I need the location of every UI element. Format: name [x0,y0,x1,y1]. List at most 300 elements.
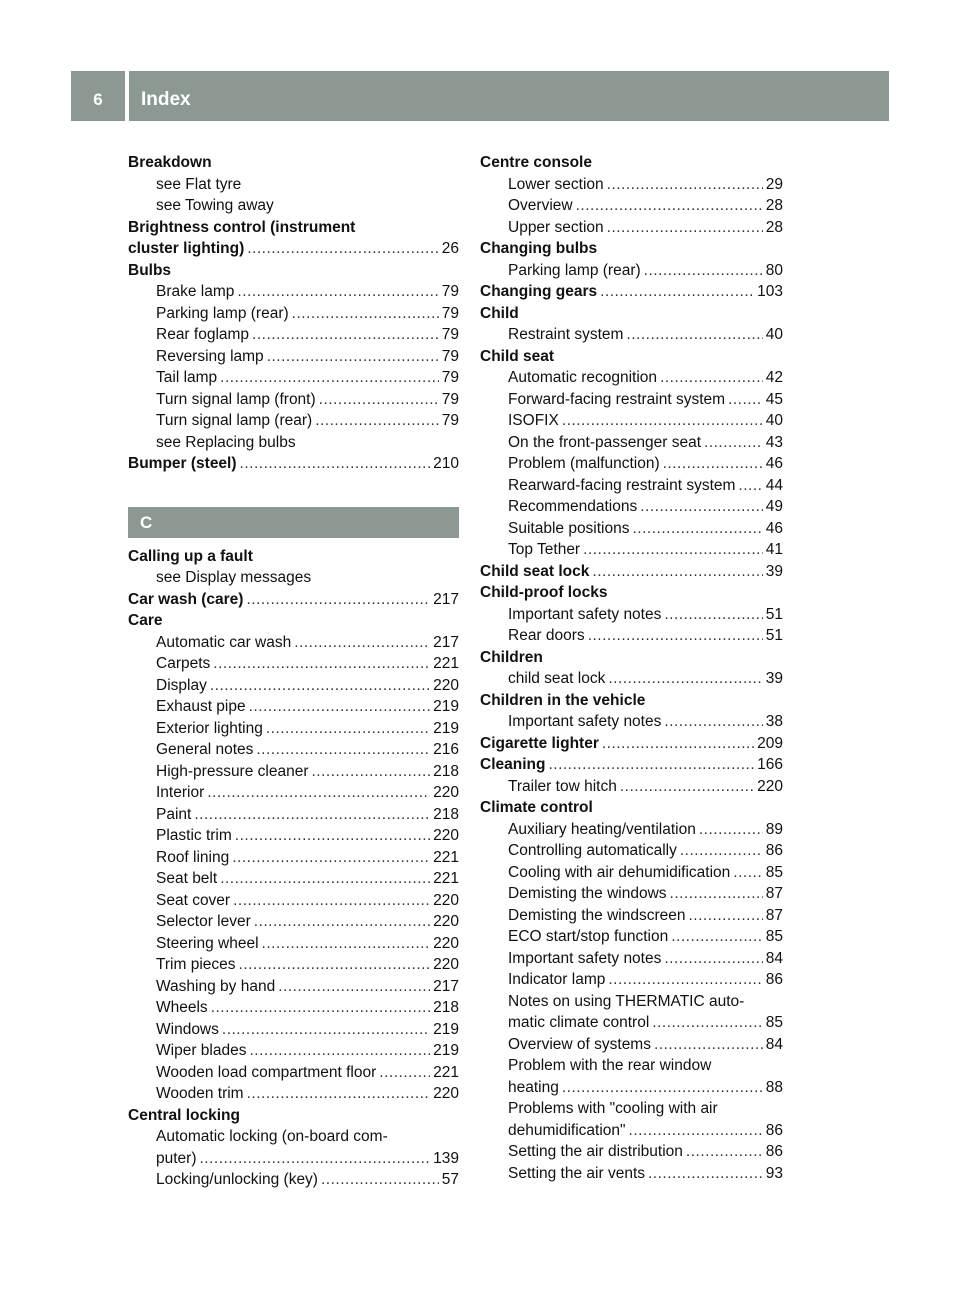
index-subentry [480,862,783,884]
dot-leader [312,761,431,783]
index-entry [480,238,783,260]
entry-text: Changing gears [480,283,598,300]
page-reference: 84 [765,949,783,967]
dot-leader [592,561,762,583]
entry-text: child seat lock [508,670,606,687]
entry-text: see Display messages [156,569,312,586]
page-reference: 218 [433,999,459,1016]
dot-leader [562,410,763,432]
entry-text: Automatic locking (on-board com- [156,1128,388,1145]
dot-leader [664,711,762,733]
dot-leader [660,367,763,389]
index-subentry [128,1126,459,1148]
index-subentry [128,675,459,697]
page-reference: 218 [433,805,459,823]
dot-leader [548,754,754,776]
page-reference: 87 [765,885,783,902]
dot-leader [738,475,762,497]
page-reference: 44 [765,476,783,494]
entry-text: Trailer tow hitch [508,777,617,795]
entry-text: Notes on using THERMATIC auto- [508,992,745,1010]
entry-text: General notes [156,741,254,758]
index-subentry [128,782,459,804]
index-entry [128,546,459,568]
page-reference: 88 [765,1078,783,1096]
page-reference: 86 [765,971,783,988]
page-reference: 43 [765,433,783,451]
page-reference: 79 [441,369,459,386]
entry-text: Recommendations [508,498,638,515]
page-reference: 220 [433,891,459,909]
dot-leader [319,389,439,411]
index-subentry [480,367,783,389]
page-reference: 86 [765,1143,783,1160]
page-reference: 79 [441,412,459,429]
entry-text: ISOFIX [508,412,559,429]
page-reference: 221 [433,848,459,866]
page-reference: 39 [765,670,783,687]
index-subentry [480,1120,783,1142]
index-subentry [128,174,459,196]
dot-leader [629,1120,763,1142]
index-subentry [480,840,783,862]
dot-leader [663,453,763,475]
dot-leader [200,1148,431,1170]
index-subentry [480,1141,783,1163]
entry-text: Controlling automatically [508,842,677,859]
index-subentry [128,567,459,589]
entry-text: see Towing away [156,197,274,214]
dot-leader [602,733,754,755]
dot-leader [640,496,763,518]
index-entry [128,260,459,282]
entry-text: Washing by hand [156,977,276,995]
entry-text: Lower section [508,175,604,193]
dot-leader [249,696,431,718]
page-reference: 220 [433,913,459,930]
page-reference: 217 [433,633,459,651]
page-reference: 39 [765,562,783,580]
index-subentry [128,997,459,1019]
page-reference: 216 [433,741,459,758]
entry-text: cluster lighting) [128,240,245,257]
page-reference: 139 [433,1149,459,1167]
index-subentry [128,324,459,346]
index-entry [128,152,459,174]
page-reference: 26 [441,240,459,257]
index-subentry [128,632,459,654]
entry-text: Calling up a fault [128,547,253,565]
index-subentry [480,324,783,346]
page-reference: 210 [433,455,459,472]
dot-leader [210,675,430,697]
index-subentry [128,954,459,976]
dot-leader [321,1169,439,1191]
page-reference: 46 [765,455,783,472]
index-subentry [480,174,783,196]
entry-text: see Flat tyre [156,175,242,193]
dot-leader [733,862,762,884]
index-subentry [128,1019,459,1041]
entry-text: Changing bulbs [480,240,598,257]
dot-leader [213,653,430,675]
entry-text: Carpets [156,655,211,672]
index-subentry [128,389,459,411]
page-header [71,71,889,121]
entry-text: Important safety notes [508,949,662,967]
index-subentry [480,539,783,561]
page-reference: 218 [433,762,459,780]
dot-leader [292,303,439,325]
dot-leader [379,1062,430,1084]
index-subentry [480,1163,783,1185]
page-reference: 41 [765,541,783,558]
index-subentry [480,1055,783,1077]
entry-text: Overview of systems [508,1035,651,1053]
index-subentry [480,1034,783,1056]
dot-leader [664,604,762,626]
index-subentry [480,776,783,798]
entry-text: Auxiliary heating/ventilation [508,820,696,838]
entry-text: Centre console [480,154,592,171]
entry-text: Upper section [508,218,604,236]
index-subentry [128,696,459,718]
index-subentry [480,453,783,475]
index-subentry [128,1169,459,1191]
dot-leader [576,195,763,217]
entry-text: High-pressure cleaner [156,762,309,780]
index-subentry [128,911,459,933]
dot-leader [664,948,762,970]
page-reference: 51 [765,627,783,644]
page-reference: 89 [765,820,783,838]
dot-leader [222,1019,430,1041]
page-reference: 86 [765,842,783,859]
page-reference: 28 [765,218,783,236]
index-subentry [128,432,459,454]
page-reference: 49 [765,498,783,515]
index-subentry [128,761,459,783]
index-entry [480,690,783,712]
dot-leader [607,217,763,239]
dot-leader [620,776,754,798]
page-reference: 85 [765,928,783,945]
page-reference: 85 [765,863,783,881]
entry-text: Exhaust pipe [156,698,246,715]
entry-text: ECO start/stop function [508,928,669,945]
index-subentry [128,1040,459,1062]
index-subentry [128,1148,459,1170]
entry-text: Roof lining [156,848,230,866]
index-subentry [480,969,783,991]
dot-leader [247,1083,431,1105]
dot-leader [220,868,430,890]
index-subentry [128,804,459,826]
index-subentry [128,195,459,217]
entry-text: Children [480,648,543,666]
entry-text: Plastic trim [156,827,232,844]
page-reference: 220 [433,827,459,844]
page-reference: 166 [757,756,783,773]
dot-leader [266,718,430,740]
page-reference: 80 [765,261,783,279]
entry-text: Important safety notes [508,605,662,623]
index-subentry [480,711,783,733]
entry-text: Wooden load compartment floor [156,1063,377,1081]
dot-leader [247,238,439,260]
entry-text: Rearward-facing restraint system [508,476,736,494]
page-reference: 38 [765,713,783,730]
dot-leader [294,632,430,654]
dot-leader [608,668,762,690]
index-subentry [480,496,783,518]
page-reference: 220 [433,934,459,952]
entry-text: Cooling with air dehumidification [508,863,731,881]
dot-leader [249,1040,430,1062]
entry-text: Selector lever [156,913,251,930]
index-subentry [480,883,783,905]
index-subentry [128,281,459,303]
dot-leader [583,539,763,561]
index-entry [128,610,459,632]
index-subentry [128,367,459,389]
entry-text: Paint [156,805,192,823]
index-entry [480,561,783,583]
entry-text: Automatic recognition [508,369,658,386]
entry-text: matic climate control [508,1014,650,1031]
entry-text: Breakdown [128,154,212,171]
page-reference: 46 [765,519,783,537]
page-reference: 57 [441,1171,459,1188]
index-subentry [480,389,783,411]
entry-text: Overview [508,197,573,214]
index-subentry [128,1062,459,1084]
entry-text: Demisting the windows [508,885,667,902]
index-subentry [128,868,459,890]
page-reference: 221 [433,1063,459,1081]
index-subentry [480,991,783,1013]
page-reference: 221 [433,655,459,672]
index-subentry [128,346,459,368]
index-subentry [480,432,783,454]
entry-text: Suitable positions [508,519,630,537]
dot-leader [262,933,431,955]
entry-text: Important safety notes [508,713,662,730]
index-entry [480,797,783,819]
entry-text: Steering wheel [156,934,259,952]
dot-leader [267,346,439,368]
index-subentry [128,718,459,740]
page-title: Index [141,89,191,110]
entry-text: Problem with the rear window [508,1057,712,1074]
index-subentry [128,847,459,869]
dot-leader [686,1141,763,1163]
page-reference: 85 [765,1014,783,1031]
index-entry [128,217,459,239]
index-subentry [480,475,783,497]
entry-text: Wooden trim [156,1085,244,1102]
entry-text: heating [508,1078,559,1096]
index-subentry [480,1077,783,1099]
entry-text: Cleaning [480,756,546,773]
index-subentry [480,926,783,948]
index-subentry [480,1012,783,1034]
index-subentry [128,653,459,675]
entry-text: Rear foglamp [156,326,250,343]
entry-text: Car wash (care) [128,590,244,608]
entry-text: Rear doors [508,627,585,644]
dot-leader [608,969,762,991]
entry-text: Restraint system [508,326,624,343]
entry-text: On the front-passenger seat [508,433,702,451]
index-subentry [480,819,783,841]
entry-text: Indicator lamp [508,971,606,988]
page-reference: 51 [765,605,783,623]
entry-text: Turn signal lamp (front) [156,390,316,408]
index-entry [480,303,783,325]
page-reference: 103 [757,283,783,300]
entry-text: Reversing lamp [156,347,264,365]
entry-text: Climate control [480,799,593,816]
page-number: 6 [93,90,103,109]
page-reference: 220 [433,676,459,694]
index-entry [128,238,459,260]
dot-leader [278,976,430,998]
dot-leader [652,1012,762,1034]
entry-text: puter) [156,1149,197,1167]
dot-leader [246,589,430,611]
dot-leader [233,890,430,912]
page-reference: 79 [441,390,459,408]
dot-leader [588,625,763,647]
entry-text: Central locking [128,1106,240,1124]
dot-leader [654,1034,763,1056]
index-subentry [128,890,459,912]
index-subentry [480,217,783,239]
page-reference: 219 [433,1042,459,1059]
page-reference: 220 [433,956,459,973]
dot-leader [239,954,431,976]
index-entry [480,647,783,669]
dot-leader [688,905,762,927]
page-reference: 220 [433,784,459,801]
index-entry [480,152,783,174]
page-reference: 209 [757,734,783,752]
entry-text: Cigarette lighter [480,734,599,752]
index-entry [128,589,459,611]
dot-leader [644,260,763,282]
index-column-left [128,152,459,1191]
index-entry [480,281,783,303]
dot-leader [252,324,439,346]
dot-leader [207,782,430,804]
entry-text: Children in the vehicle [480,691,646,709]
page-reference: 219 [433,1020,459,1038]
index-subentry [480,410,783,432]
index-entry [480,733,783,755]
page-reference: 79 [441,304,459,322]
entry-text: Interior [156,784,205,801]
page-reference: 28 [765,197,783,214]
page-reference: 86 [765,1121,783,1139]
entry-text: Automatic car wash [156,633,292,651]
page-reference: 45 [765,390,783,408]
dot-leader [237,281,438,303]
page-reference: 219 [433,719,459,737]
entry-text: Forward-facing restraint system [508,390,726,408]
page-reference: 79 [441,326,459,343]
page-reference: 93 [765,1164,783,1182]
index-subentry [480,625,783,647]
page-reference: 220 [433,1085,459,1102]
index-subentry [480,260,783,282]
index-entry [480,582,783,604]
index-subentry [128,825,459,847]
entry-text: Turn signal lamp (rear) [156,412,313,429]
dot-leader [607,174,763,196]
entry-text: Seat cover [156,891,231,909]
index-subentry [480,518,783,540]
entry-text: Exterior lighting [156,719,263,737]
dot-leader [648,1163,763,1185]
entry-text: Parking lamp (rear) [508,261,641,279]
entry-text: Problems with "cooling with air [508,1100,718,1117]
index-subentry [480,1098,783,1120]
page-reference: 217 [433,977,459,995]
entry-text: Tail lamp [156,369,218,386]
dot-leader [240,453,431,475]
page-reference: 79 [441,283,459,300]
index-subentry [480,195,783,217]
dot-leader [680,840,763,862]
dot-leader [256,739,430,761]
index-subentry [480,948,783,970]
entry-text: Setting the air distribution [508,1143,683,1160]
index-subentry [128,933,459,955]
index-subentry [128,410,459,432]
dot-leader [562,1077,763,1099]
dot-leader [254,911,430,933]
index-column-right [480,152,783,1184]
page-reference: 40 [765,412,783,429]
dot-leader [315,410,439,432]
dot-leader [671,926,763,948]
index-entry [128,1105,459,1127]
page-reference: 217 [433,590,459,608]
index-entry [128,453,459,475]
index-entry [480,754,783,776]
entry-text: Brightness control (instrument [128,218,356,236]
dot-leader [626,324,762,346]
page-reference: 79 [441,347,459,365]
dot-leader [670,883,763,905]
dot-leader [704,432,763,454]
page-reference: 219 [433,698,459,715]
dot-leader [211,997,430,1019]
dot-leader [232,847,430,869]
page-reference: 84 [765,1035,783,1053]
dot-leader [220,367,439,389]
entry-text: Problem (malfunction) [508,455,660,472]
page-reference: 42 [765,369,783,386]
dot-leader [728,389,763,411]
entry-text: dehumidification" [508,1121,626,1139]
entry-text: Trim pieces [156,956,236,973]
entry-text: Wheels [156,999,208,1016]
header-divider [125,71,129,121]
entry-text: Display [156,676,207,694]
dot-leader [699,819,763,841]
